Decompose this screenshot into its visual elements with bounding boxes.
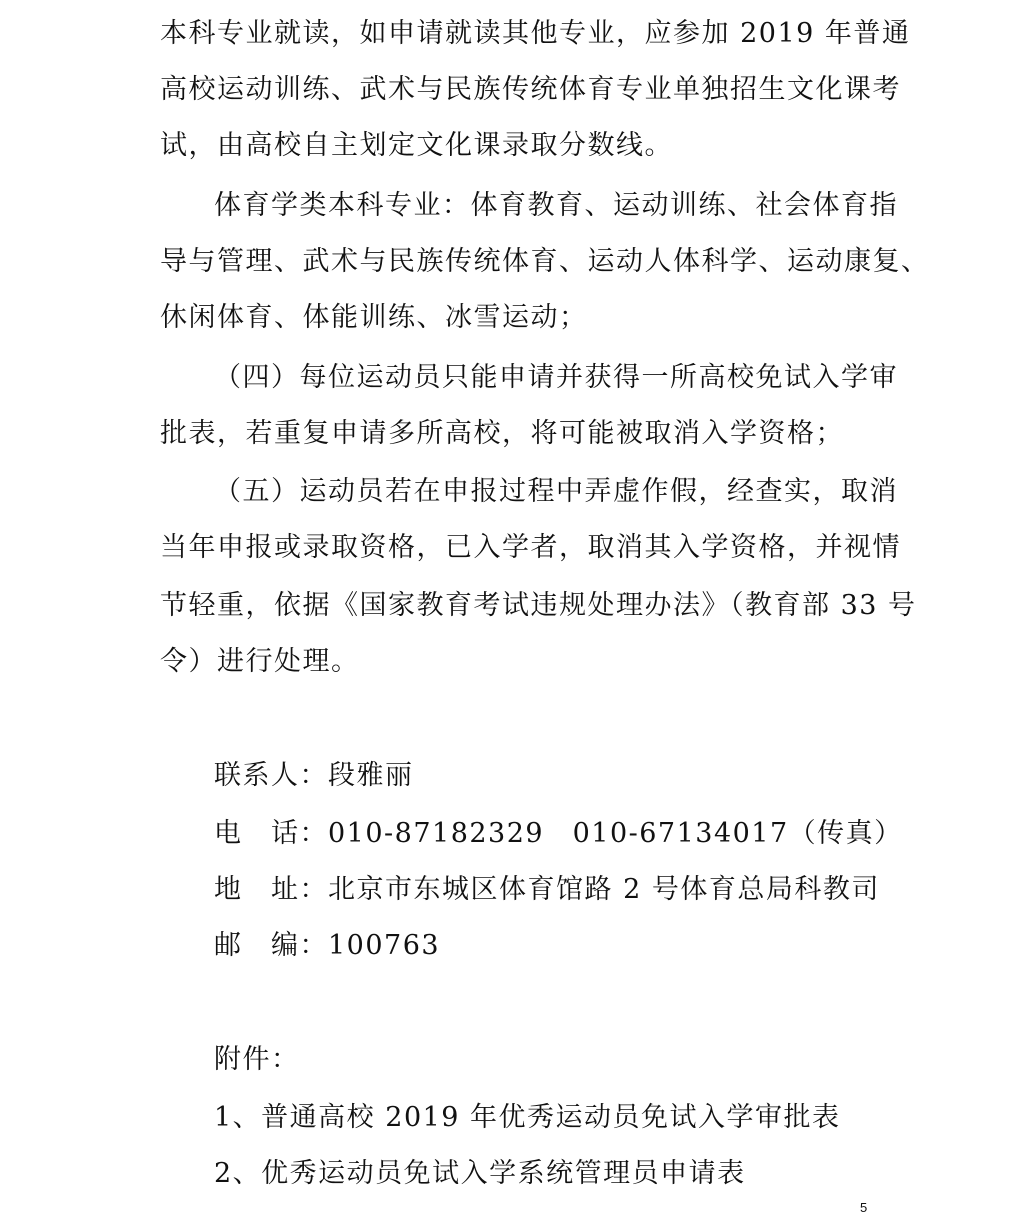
attachment-item-2: 2、优秀运动员免试入学系统管理员申请表	[214, 1158, 746, 1189]
paragraph-2-line-1: 体育学类本科专业：体育教育、运动训练、社会体育指	[214, 190, 898, 221]
paragraph-1-line-3: 试，由高校自主划定文化课录取分数线。	[160, 130, 673, 161]
paragraph-2-line-2: 导与管理、武术与民族传统体育、运动人体科学、运动康复、	[160, 246, 930, 277]
paragraph-1-line-1: 本科专业就读，如申请就读其他专业，应参加 2019 年普通	[160, 18, 911, 49]
paragraph-4-line-1: （五）运动员若在申报过程中弄虚作假，经查实，取消	[214, 476, 898, 507]
paragraph-2-line-3: 休闲体育、体能训练、冰雪运动；	[160, 302, 588, 333]
attachments-heading: 附件：	[214, 1044, 300, 1075]
contact-address: 地 址：北京市东城区体育馆路 2 号体育总局科教司	[214, 874, 880, 905]
paragraph-4-line-3: 节轻重，依据《国家教育考试违规处理办法》（教育部 33 号	[160, 590, 917, 621]
contact-person: 联系人：段雅丽	[214, 760, 414, 791]
paragraph-3-line-1: （四）每位运动员只能申请并获得一所高校免试入学审	[214, 362, 898, 393]
contact-postcode: 邮 编：100763	[214, 930, 441, 961]
paragraph-1-line-2: 高校运动训练、武术与民族传统体育专业单独招生文化课考	[160, 74, 901, 105]
attachment-item-1: 1、普通高校 2019 年优秀运动员免试入学审批表	[214, 1102, 841, 1133]
page-number: 5	[860, 1200, 868, 1215]
paragraph-3-line-2: 批表，若重复申请多所高校，将可能被取消入学资格；	[160, 418, 844, 449]
paragraph-4-line-2: 当年申报或录取资格，已入学者，取消其入学资格，并视情	[160, 532, 901, 563]
contact-phone: 电 话：010-87182329 010-67134017（传真）	[214, 818, 903, 849]
paragraph-4-line-4: 令）进行处理。	[160, 646, 360, 677]
